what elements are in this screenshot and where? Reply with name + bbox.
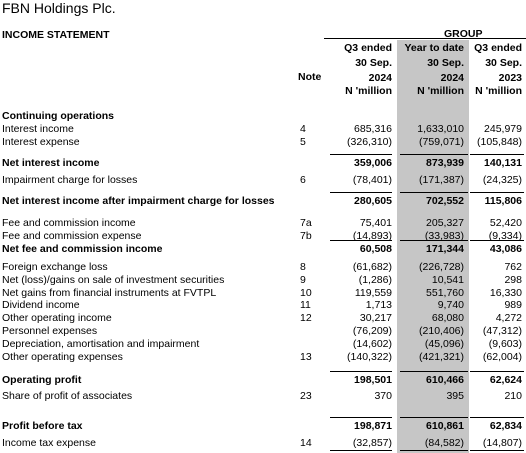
group-label: GROUP: [444, 28, 483, 40]
cell-q3-2023: 115,806: [484, 195, 522, 207]
cell-ytd-2024: 205,327: [426, 217, 464, 229]
cell-ytd-2024: (210,406): [419, 325, 464, 337]
row-label: Net gains from financial instruments at FVTPL: [2, 287, 217, 299]
cell-q3-2023: 52,420: [489, 217, 522, 229]
cell-ytd-2024: (84,582): [424, 437, 464, 449]
table-row: [0, 274, 526, 286]
cell-q3-2024: 198,501: [354, 374, 392, 386]
row-label: Fee and commission income: [2, 217, 136, 229]
cell-q3-2024: (140,322): [347, 351, 392, 363]
cell-q3-2024: (76,209): [352, 325, 392, 337]
cell-q3-2024: (78,401): [352, 174, 392, 186]
cell-q3-2023: 210: [504, 390, 522, 402]
cell-q3-2024: (32,857): [352, 437, 392, 449]
table-row: [0, 110, 526, 122]
row-note: 13: [300, 351, 312, 363]
row-label: Personnel expenses: [2, 325, 98, 337]
col-q3-2023-line1: Q3 ended: [474, 42, 522, 54]
row-note: 11: [300, 299, 311, 311]
cell-q3-2024: (14,893): [352, 230, 392, 242]
group-header-rule: [324, 38, 526, 39]
table-row: [0, 437, 526, 449]
cell-q3-2024: 359,006: [354, 157, 392, 169]
table-row: [0, 195, 526, 207]
row-note: 10: [300, 287, 312, 299]
cell-q3-2024: 685,316: [354, 123, 392, 135]
table-row: [0, 374, 526, 386]
cell-q3-2023: 43,086: [489, 243, 522, 255]
row-label: Depreciation, amortisation and impairment: [2, 338, 200, 350]
row-label: Net fee and commission income: [2, 243, 163, 255]
cell-ytd-2024: (33,983): [424, 230, 464, 242]
subtotal-rule: [400, 240, 468, 241]
row-label: Impairment charge for losses: [2, 174, 138, 186]
statement-title: INCOME STATEMENT: [2, 29, 110, 41]
col-ytd-2024-line4: N 'million: [417, 85, 464, 97]
subtotal-rule: [470, 371, 524, 372]
cell-q3-2023: 989: [504, 299, 522, 311]
row-label: Dividend income: [2, 299, 80, 311]
table-row: [0, 299, 526, 311]
cell-ytd-2024: (45,096): [424, 338, 464, 350]
cell-ytd-2024: 10,541: [431, 274, 464, 286]
subtotal-rule: [330, 371, 392, 372]
cell-q3-2023: 245,979: [484, 123, 522, 135]
cell-ytd-2024: (421,321): [419, 351, 464, 363]
cell-q3-2023: 762: [504, 261, 522, 273]
cell-q3-2023: 62,624: [489, 374, 522, 386]
subtotal-rule: [470, 240, 524, 241]
cell-ytd-2024: (171,387): [419, 174, 464, 186]
row-note: 12: [300, 312, 312, 324]
col-q3-2024-line1: Q3 ended: [344, 42, 392, 54]
cell-ytd-2024: 610,861: [426, 420, 464, 432]
subtotal-rule: [470, 154, 524, 155]
subtotal-rule: [330, 154, 392, 155]
row-label: Interest expense: [2, 136, 80, 148]
row-label: Foreign exchange loss: [2, 261, 108, 273]
row-label: Net interest income: [2, 157, 100, 169]
row-label: Operating profit: [2, 374, 82, 386]
cell-ytd-2024: (759,071): [419, 136, 464, 148]
cell-q3-2023: (62,004): [482, 351, 522, 363]
cell-ytd-2024: 1,633,010: [417, 123, 464, 135]
col-ytd-2024-line2: 30 Sep.: [427, 57, 464, 69]
row-label: Other operating income: [2, 312, 112, 324]
subtotal-rule: [330, 240, 392, 241]
cell-ytd-2024: 9,740: [437, 299, 464, 311]
cell-ytd-2024: 68,080: [431, 312, 464, 324]
cell-ytd-2024: 702,552: [426, 195, 464, 207]
table-row: [0, 157, 526, 169]
cell-q3-2023: 298: [504, 274, 522, 286]
cell-q3-2023: 16,330: [489, 287, 522, 299]
subtotal-rule: [330, 417, 392, 418]
table-row: [0, 312, 526, 324]
subtotal-rule: [470, 417, 524, 418]
table-row: [0, 390, 526, 402]
col-ytd-2024-line1: Year to date: [404, 42, 464, 54]
col-q3-2024-line4: N 'million: [345, 85, 392, 97]
cell-q3-2024: 75,401: [359, 217, 392, 229]
row-label: Net (loss)/gains on sale of investment securities: [2, 274, 225, 286]
table-row: [0, 217, 526, 229]
cell-q3-2023: (9,334): [488, 230, 522, 242]
company-name: FBN Holdings Plc.: [2, 0, 116, 16]
row-label: Income tax expense: [2, 437, 96, 449]
cell-q3-2024: (1,286): [358, 274, 392, 286]
table-row: [0, 136, 526, 148]
row-label: Fee and commission expense: [2, 230, 142, 242]
cell-q3-2023: 140,131: [484, 157, 522, 169]
cell-ytd-2024: (226,728): [419, 261, 464, 273]
cell-q3-2023: (14,807): [482, 437, 522, 449]
table-row: [0, 123, 526, 135]
table-row: [0, 243, 526, 255]
cell-q3-2023: (105,848): [477, 136, 522, 148]
cell-q3-2024: 30,217: [359, 312, 392, 324]
row-note: 4: [300, 123, 306, 135]
cell-q3-2024: (326,310): [347, 136, 392, 148]
row-note: 5: [300, 136, 306, 148]
col-q3-2023-line4: N 'million: [475, 85, 522, 97]
cell-ytd-2024: 873,939: [426, 157, 464, 169]
subtotal-rule: [470, 192, 524, 193]
table-row: [0, 325, 526, 337]
row-note: 7b: [300, 230, 312, 242]
subtotal-rule: [400, 417, 468, 418]
note-column-header: Note: [298, 71, 322, 83]
row-label: Other operating expenses: [2, 351, 123, 363]
row-note: 6: [300, 174, 306, 186]
table-row: [0, 174, 526, 186]
subtotal-rule: [400, 371, 468, 372]
row-label: Share of profit of associates: [2, 390, 133, 402]
row-note: 7a: [300, 217, 312, 229]
subtotal-rule: [400, 154, 468, 155]
row-label: Profit before tax: [2, 420, 83, 432]
cell-q3-2024: 60,508: [359, 243, 392, 255]
col-q3-2024-line2: 30 Sep.: [355, 57, 392, 69]
cell-q3-2024: 119,559: [354, 287, 392, 299]
row-note: 14: [300, 437, 312, 449]
cell-q3-2024: 198,871: [354, 420, 392, 432]
row-note: 8: [300, 261, 306, 273]
row-label: Net interest income after impairment charge for losses: [2, 195, 275, 207]
table-row: [0, 338, 526, 350]
cell-ytd-2024: 395: [446, 390, 464, 402]
row-note: 23: [300, 390, 312, 402]
subtotal-rule: [330, 192, 392, 193]
col-q3-2023-line3: 2023: [498, 72, 522, 84]
table-row: [0, 261, 526, 273]
cell-ytd-2024: 551,760: [426, 287, 464, 299]
cell-q3-2024: (14,602): [352, 338, 392, 350]
row-note: 9: [300, 274, 306, 286]
table-row: [0, 351, 526, 363]
col-q3-2023-line2: 30 Sep.: [485, 57, 522, 69]
closing-rule: [470, 450, 524, 451]
cell-q3-2024: 280,605: [354, 195, 392, 207]
cell-q3-2023: 62,834: [489, 420, 522, 432]
cell-q3-2023: (47,312): [482, 325, 522, 337]
cell-ytd-2024: 171,344: [426, 243, 464, 255]
table-row: [0, 287, 526, 299]
closing-rule: [400, 450, 468, 451]
table-row: [0, 420, 526, 432]
cell-q3-2023: 4,272: [495, 312, 522, 324]
cell-ytd-2024: 610,466: [426, 374, 464, 386]
cell-q3-2023: (9,603): [488, 338, 522, 350]
row-label: Interest income: [2, 123, 74, 135]
cell-q3-2024: 370: [374, 390, 392, 402]
cell-q3-2023: (24,325): [482, 174, 522, 186]
subtotal-rule: [400, 192, 468, 193]
row-label: Continuing operations: [2, 110, 114, 122]
col-q3-2024-line3: 2024: [368, 72, 392, 84]
closing-rule: [330, 450, 392, 451]
cell-q3-2024: (61,682): [352, 261, 392, 273]
col-ytd-2024-line3: 2024: [440, 72, 464, 84]
cell-q3-2024: 1,713: [365, 299, 392, 311]
